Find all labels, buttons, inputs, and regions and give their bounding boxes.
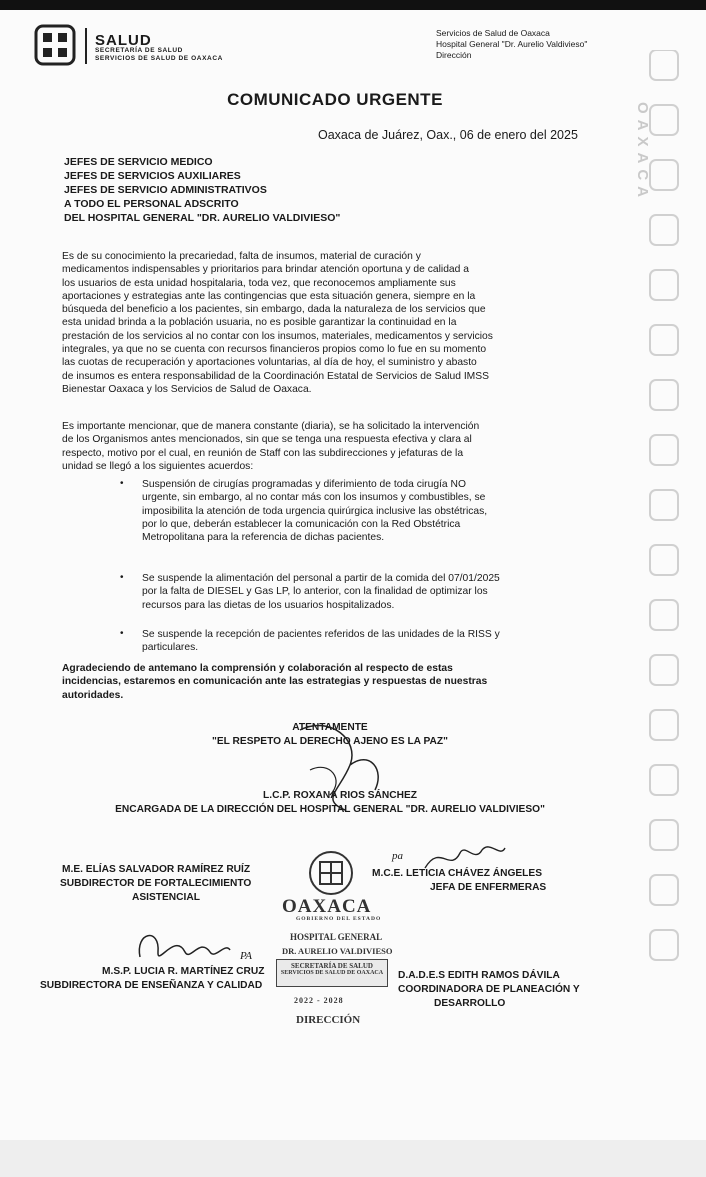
stamp-years: 2022 - 2028 [294, 996, 344, 1005]
text-line: medicamentos indispensables y prioritarios para brindar atención oportuna y de calidad a [62, 264, 469, 276]
header-right-line-2: Hospital General "Dr. Aurelio Valdivieso" [436, 39, 588, 49]
top-edge-bar [0, 0, 706, 10]
signatory-left-1-name: M.E. ELÍAS SALVADOR RAMÍREZ RUÍZ [62, 864, 251, 875]
stamp-box-line-1: SECRETARÍA DE SALUD [291, 962, 373, 970]
text-line: Se suspende la alimentación del personal a partir de la comida del 07/01/2025 [142, 573, 500, 584]
signatory-left-2-title: SUBDIRECTORA DE ENSEÑANZA Y CALIDAD [40, 980, 263, 991]
signatory-left-1-title: SUBDIRECTOR DE FORTALECIMIENTO [60, 878, 252, 889]
addressee-line: A TODO EL PERSONAL ADSCRITO [64, 198, 239, 210]
text-line: Se suspende la recepción de pacientes referidos de las unidades de la RISS y [142, 629, 500, 640]
addressee-line: DEL HOSPITAL GENERAL "DR. AURELIO VALDIVIESO" [64, 212, 341, 224]
director-name: L.C.P. ROXANA RIOS SÁNCHEZ [263, 790, 417, 801]
bottom-margin [0, 1140, 706, 1177]
stamp-state: OAXACA [282, 896, 372, 917]
stamp-box [276, 959, 388, 987]
text-line: Suspensión de cirugías programadas y diferimiento de toda cirugía NO [142, 479, 466, 490]
text-line: aportaciones y estrategias ante las contingencias que esta situación genera, siempre en la [62, 290, 476, 302]
header-right-line-1: Servicios de Salud de Oaxaca [436, 28, 550, 38]
signatory-right-2-name: D.A.D.E.S EDITH RAMOS DÁVILA [398, 970, 560, 981]
text-line: Es importante mencionar, que de manera constante (diaria), se ha solicitado la intervención [62, 421, 480, 432]
text-line: urgente, sin embargo, al no contar más con los insumos y combustibles, se [142, 492, 486, 504]
text-line: búsqueda del beneficio a los pacientes, sin embargo, dada la naturaleza de los servicios que [62, 304, 486, 316]
bullet-item-2 [142, 572, 598, 612]
attentively-label: ATENTAMENTE [292, 722, 368, 733]
text-line: imposibilita la atención de toda urgencia quirúrgica inclusive las obstétricas, [142, 505, 488, 517]
salud-logo-icon [34, 24, 76, 66]
text-line: respecto, motivo por el cual, en reunión de Staff con las subdirecciones y jefaturas de la [62, 447, 464, 459]
addressee-line: JEFES DE SERVICIO MEDICO [64, 156, 213, 168]
document-page [0, 10, 706, 1140]
signatory-right-2-title: COORDINADORA DE PLANEACIÓN Y [398, 984, 580, 995]
text-line: Bienestar Oaxaca y los Servicios de Salud de Oaxaca. [62, 383, 312, 395]
stamp-line-2: DR. AURELIO VALDIVIESO [282, 946, 393, 956]
text-line: Metropolitana para la referencia de dichas pacientes. [142, 532, 385, 544]
text-line: las cuotas de recuperación y aportaciones voluntarias, al día de hoy, el suministro y abasto [62, 357, 477, 369]
text-line: prestación de los servicios al no contar con los insumos, materiales, medicamentos y servicios [62, 330, 493, 342]
text-line: los usuarios de esta unidad hospitalaria, toda vez, que reconocemos ampliamente sus [62, 277, 456, 289]
signatory-right-1-title: JEFA DE ENFERMERAS [430, 882, 547, 893]
text-line: autoridades. [62, 689, 124, 701]
text-line: de los Organismos antes mencionados, sin que se tenga una respuesta efectiva y clara al [62, 434, 472, 446]
text-line: por la falta de DIESEL y Gas LP, lo anterior, con la finalidad de optimizar los [142, 586, 488, 598]
signatory-right-1-name: M.C.E. LETICIA CHÁVEZ ÁNGELES [372, 868, 542, 879]
bullet-dot-icon: • [120, 572, 124, 583]
document-title: COMUNICADO URGENTE [227, 90, 443, 109]
addressee-line: JEFES DE SERVICIOS AUXILIARES [64, 170, 241, 182]
signatory-right-2-title-2: DESARROLLO [434, 998, 506, 1009]
stamp-box-line-2: SERVICIOS DE SALUD DE OAXACA [280, 970, 384, 976]
header-divider [85, 28, 87, 64]
paragraph-1 [62, 250, 600, 396]
brand-subtitle-2: SERVICIOS DE SALUD DE OAXACA [95, 55, 223, 62]
text-line: integrales, ya que no se cuenta con recursos financieros propios como lo fue en su momento [62, 344, 487, 356]
motto: "EL RESPETO AL DERECHO AJENO ES LA PAZ" [212, 736, 448, 747]
addressee-line: JEFES DE SERVICIO ADMINISTRATIVOS [64, 184, 267, 196]
left-signature-icon [130, 922, 240, 972]
text-line: recursos para las dietas de los usuarios hospitalizados. [142, 599, 395, 611]
bullet-dot-icon: • [120, 478, 124, 489]
signatory-left-2-name: M.S.P. LUCIA R. MARTÍNEZ CRUZ [102, 966, 265, 977]
paragraph-2 [62, 420, 600, 473]
bullet-item-1 [142, 478, 598, 544]
stamp-sub: GOBIERNO DEL ESTADO [296, 916, 382, 922]
side-watermark-text: OAXACA [634, 102, 651, 204]
closing-paragraph [62, 662, 600, 702]
text-line: esta unidad brinda a la población usuaria, no es posible garantizar la continuidad en la [62, 317, 457, 329]
brand-title: SALUD [95, 32, 152, 49]
signatory-left-1-title-2: ASISTENCIAL [132, 892, 200, 903]
brand-subtitle-1: SECRETARÍA DE SALUD [95, 47, 183, 54]
right-signature-icon [420, 838, 510, 878]
text-line: unidad se llegó a los siguientes acuerdos: [62, 460, 254, 472]
text-line: particulares. [142, 642, 199, 654]
header-right-line-3: Dirección [436, 50, 472, 60]
text-line: de insumos es entera responsabilidad de la Coordinación Estatal de Servicios de Salud IMSS [62, 370, 489, 382]
bullet-item-3 [142, 628, 598, 655]
oaxaca-emblem-icon [308, 850, 354, 896]
bullet-dot-icon: • [120, 628, 124, 639]
pa-mark-left: PA [240, 950, 253, 962]
place-date: Oaxaca de Juárez, Oax., 06 de enero del 2025 [318, 128, 578, 142]
stamp-line-1: HOSPITAL GENERAL [290, 932, 383, 942]
text-line: Agradeciendo de antemano la comprensión y colaboración al respecto de estas [62, 663, 453, 674]
stamp-dept: DIRECCIÓN [296, 1014, 361, 1026]
pa-mark-right: pa [392, 850, 403, 862]
text-line: Es de su conocimiento la precariedad, falta de insumos, material de curación y [62, 251, 421, 262]
text-line: incidencias, estaremos en comunicación ante las estrategias y respuestas de nuestras [62, 676, 488, 688]
director-title: ENCARGADA DE LA DIRECCIÓN DEL HOSPITAL GENERAL "DR. AURELIO VALDIVIESO" [115, 804, 545, 815]
text-line: por lo que, deberán establecer la comunicación con la Red Obstétrica [142, 518, 461, 530]
